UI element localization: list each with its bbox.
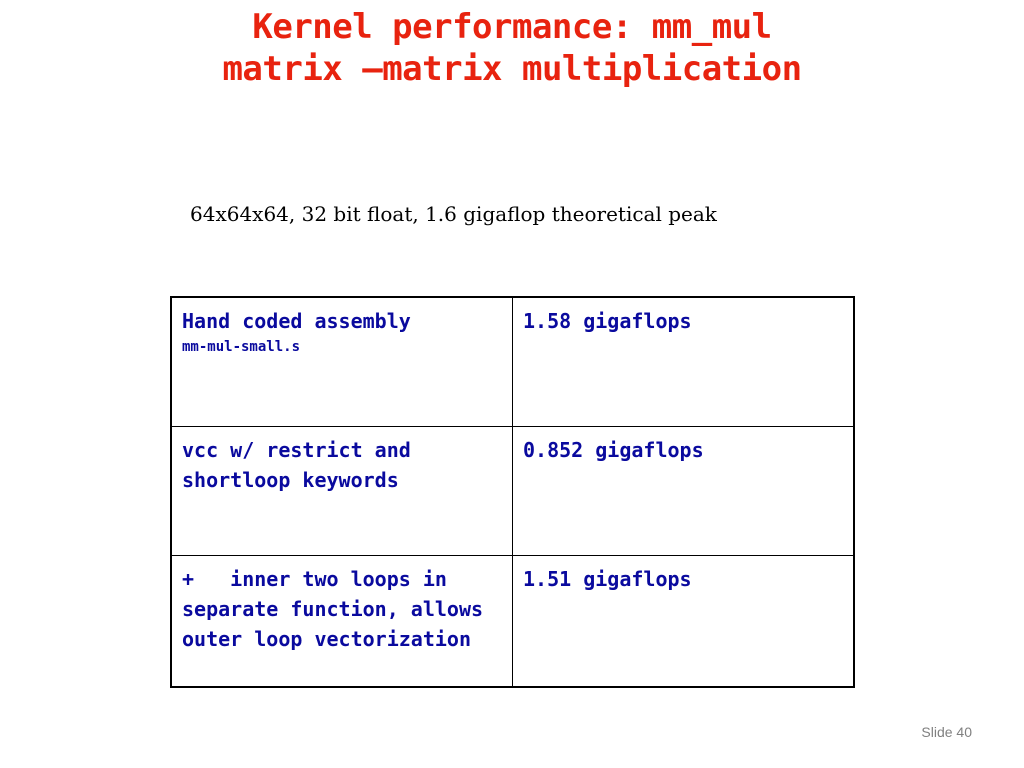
- method-cell: [171, 427, 513, 556]
- method-cell: [171, 297, 513, 427]
- method-note: mm-mul-small.s: [182, 339, 301, 355]
- slide-number: Slide 40: [921, 724, 972, 740]
- subtitle: 64x64x64, 32 bit float, 1.6 gigaflop theoretical peak: [190, 202, 717, 226]
- table-row: [171, 427, 854, 556]
- title-line-2: matrix –matrix multiplication: [222, 49, 802, 89]
- method-label: Hand coded assembly: [182, 309, 411, 333]
- slide-title: [0, 6, 1024, 90]
- method-cell: [171, 556, 513, 688]
- result-label: 1.58 gigaflops: [523, 309, 692, 333]
- title-line-1: Kernel performance: mm_mul: [252, 7, 772, 47]
- result-cell: [513, 556, 855, 688]
- table-row: [171, 297, 854, 427]
- result-cell: [513, 297, 855, 427]
- result-cell: [513, 427, 855, 556]
- result-label: 0.852 gigaflops: [523, 438, 704, 462]
- method-label: vcc w/ restrict and shortloop keywords: [182, 438, 411, 492]
- table-row: [171, 556, 854, 688]
- method-label: + inner two loops in separate function, allows outer loop vectorization: [182, 567, 496, 651]
- result-label: 1.51 gigaflops: [523, 567, 692, 591]
- performance-table: [170, 296, 855, 688]
